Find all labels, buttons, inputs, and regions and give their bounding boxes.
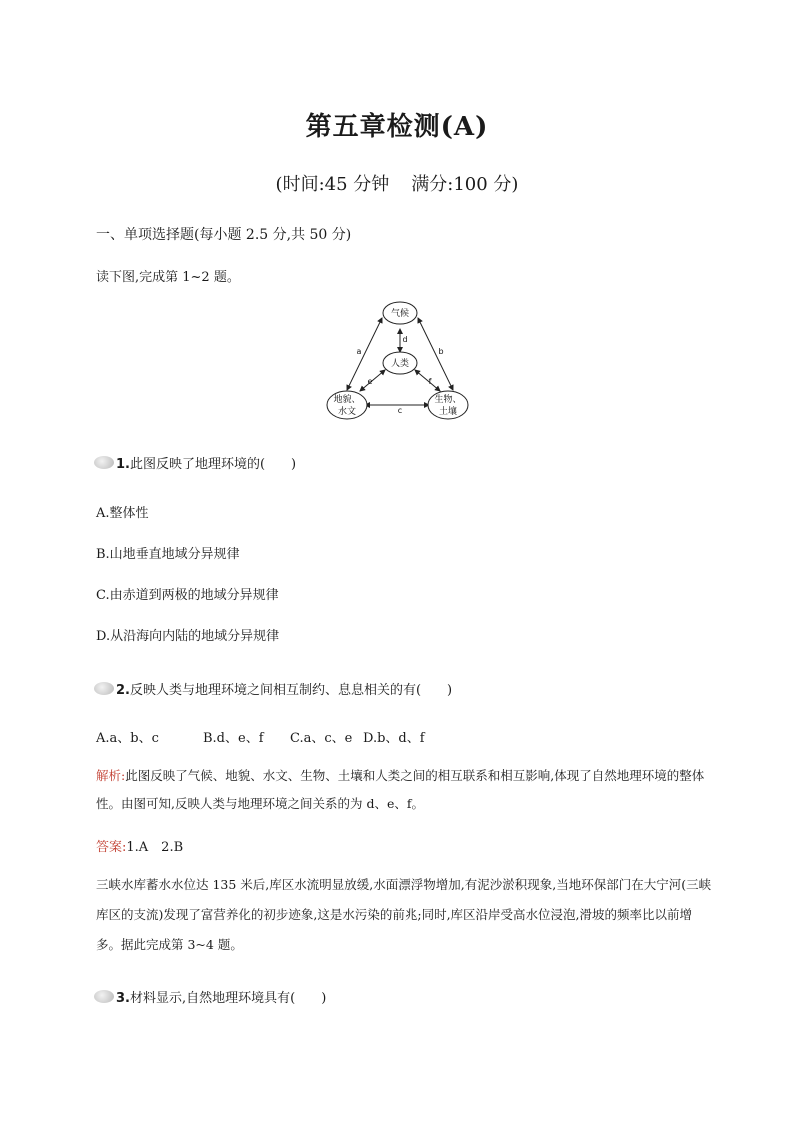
edge-e-label: e: [367, 377, 373, 386]
edge-a-label: a: [356, 347, 362, 356]
edge-f-label: f: [428, 377, 432, 386]
edge-d-label: d: [402, 335, 408, 344]
analysis: [96, 762, 706, 818]
analysis-text: 此图反映了气候、地貌、水文、生物、土壤和人类之间的相互联系和相互影响,体现了自然地理环境的整体性。由图可知,反映人类与地理环境之间关系的为 d、e、f。: [96, 768, 705, 811]
option-1a: A.整体性: [96, 506, 149, 521]
node-climate-label: 气候: [390, 309, 410, 319]
score-info: 满分:100 分): [411, 174, 519, 195]
option-2d: D.b、d、f: [363, 731, 425, 746]
edge-b-label: b: [438, 347, 444, 356]
edge-b: [418, 318, 453, 390]
question-3: [96, 987, 326, 1006]
question-number: 1.: [116, 457, 130, 472]
time-info: (时间:45 分钟: [275, 174, 390, 195]
question-number: 2.: [116, 683, 130, 698]
question-intro: 读下图,完成第 1~2 题。: [96, 270, 240, 285]
question-text: 反映人类与地理环境之间相互制约、息息相关的有( ): [129, 683, 453, 698]
question-text: 材料显示,自然地理环境具有( ): [129, 991, 327, 1006]
options-row-2: [96, 727, 425, 746]
question-number: 3.: [116, 991, 130, 1006]
page-title: 第五章检测(A): [305, 112, 489, 142]
option-2a: A.a、b、c: [96, 731, 159, 746]
option-1b: B.山地垂直地域分异规律: [96, 547, 240, 562]
question-1: [96, 453, 296, 472]
option-1d: D.从沿海向内陆的地域分异规律: [96, 629, 280, 644]
question-bullet-icon: [94, 456, 114, 469]
edge-c-label: c: [397, 406, 403, 415]
edge-a: [347, 318, 382, 390]
question-bullet-icon: [94, 990, 114, 1003]
question-text: 此图反映了地理环境的( ): [129, 457, 297, 472]
answer-text: 1.A 2.B: [126, 840, 184, 855]
analysis-label: 解析:: [96, 768, 126, 783]
node-soil-label: 土壤: [438, 407, 458, 417]
section-heading: 一、单项选择题(每小题 2.5 分,共 50 分): [96, 227, 352, 243]
option-2c: C.a、c、e: [290, 731, 353, 746]
option-2b: B.d、e、f: [203, 731, 264, 746]
node-human-label: 人类: [390, 359, 410, 369]
answer: [96, 836, 183, 855]
question-bullet-icon: [94, 682, 114, 695]
answer-label: 答案:: [96, 840, 127, 855]
question-2: [96, 679, 452, 698]
node-water-label: 水文: [337, 407, 357, 417]
exam-info: [0, 170, 794, 196]
reading-passage: 三峡水库蓄水水位达 135 米后,库区水流明显放缓,水面漂浮物增加,有泥沙淤积现象,当地环保部门在大宁河(三峡库区的支流)发现了富营养化的初步迹象,这是水污染的前兆;同时,库区沿岸受高水位浸泡,滑坡的频率比以前增多。据此完成第 3~4 题。: [96, 877, 712, 952]
edge-f: [415, 370, 440, 391]
geography-diagram: [320, 296, 480, 422]
node-biology-label: 生物、: [434, 395, 462, 405]
option-1c: C.由赤道到两极的地域分异规律: [96, 588, 279, 603]
edge-e: [360, 370, 385, 391]
node-landform-label: 地貌、: [333, 395, 361, 405]
